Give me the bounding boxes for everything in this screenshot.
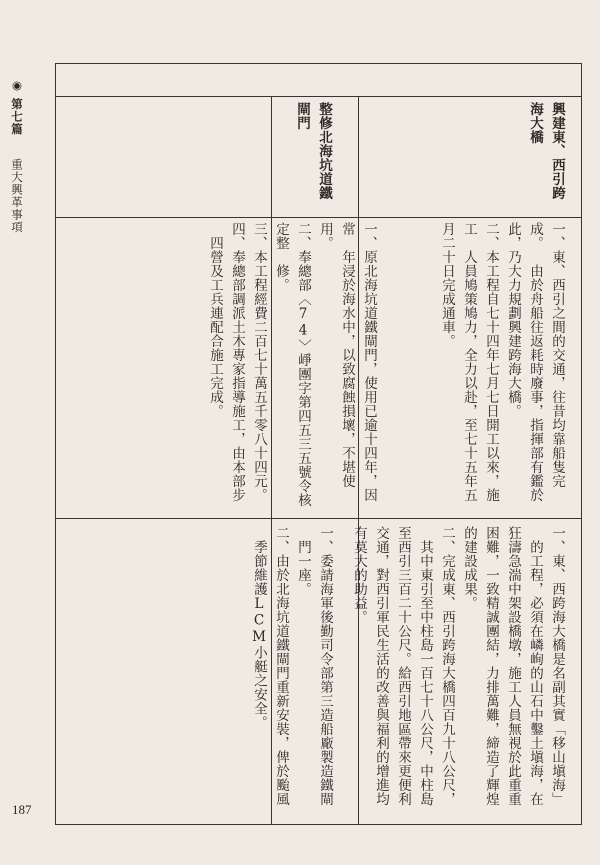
chapter-label: 第七篇 [10, 97, 24, 136]
row-results [248, 526, 336, 816]
row-results [348, 526, 568, 816]
list-item: 二、本工程自七十四年七月七日開工以來，施工人員鳩策鳩力，全力以赴，至七十五年五月二十日完成通車。 [439, 222, 499, 502]
list-item: 四、奉總部調派土木專家指導施工，由本部步四營及工兵連配合施工完成。 [207, 222, 245, 502]
content-table [55, 63, 582, 825]
list-item: 一、原北海坑道鐵閘門，使用已逾十四年，因常年浸於海水中，以致腐蝕損壞，不堪使用。 [317, 222, 377, 502]
chapter-bullet-icon: ◉ [10, 78, 24, 93]
list-item: 一、委請海軍後勤司令部第三造船廠製造鐵閘門一座。 [295, 526, 333, 806]
row-divider [56, 518, 581, 519]
section-label: 重大興革事項 [10, 158, 24, 234]
list-item: 三、本工程經費二百七十萬五千零八十四元。 [251, 222, 267, 502]
list-item: 一、東、西跨海大橋是名副其實「移山塡海」的工程，必須在嶙峋的山石中鑿土塡海，在狂濤急湍中架設橋墩，施工人員無視於此重重困難，一致精誠團結，力排萬難，締造了輝煌的建設成果。 [461, 526, 565, 806]
list-item: 二、奉總部〈74〉崢團字第四五三五號令核定整修。 [273, 222, 311, 507]
list-item: 二、由於北海坑道鐵閘門重新安裝，俾於颱風季節維護LCM小艇之安全。 [251, 526, 289, 806]
page-number: 187 [12, 802, 32, 817]
row-items [204, 222, 380, 512]
list-item: 一、東、西引之間的交通，往昔均靠船隻完成。由於舟船往返耗時廢事，指揮部有鑑於此，乃大力規劃興建跨海大橋。 [505, 222, 565, 502]
chapter-side-header [8, 78, 26, 233]
row-title: 整修北海坑道鐵閘門 [294, 102, 332, 200]
row-title: 興建東、西引跨海大橋 [527, 102, 565, 200]
row-divider [56, 217, 581, 218]
table-header-rule [56, 96, 581, 97]
list-item: 二、完成東、西引跨海大橋四百九十八公尺，其中東引至中柱島一百七十八公尺，中柱島至西引三百二十公尺。給西引地區帶來更便利交通，對西引軍民生活的改善與福利的增進均有莫大的助益。 [351, 526, 455, 806]
row-items [436, 222, 568, 512]
